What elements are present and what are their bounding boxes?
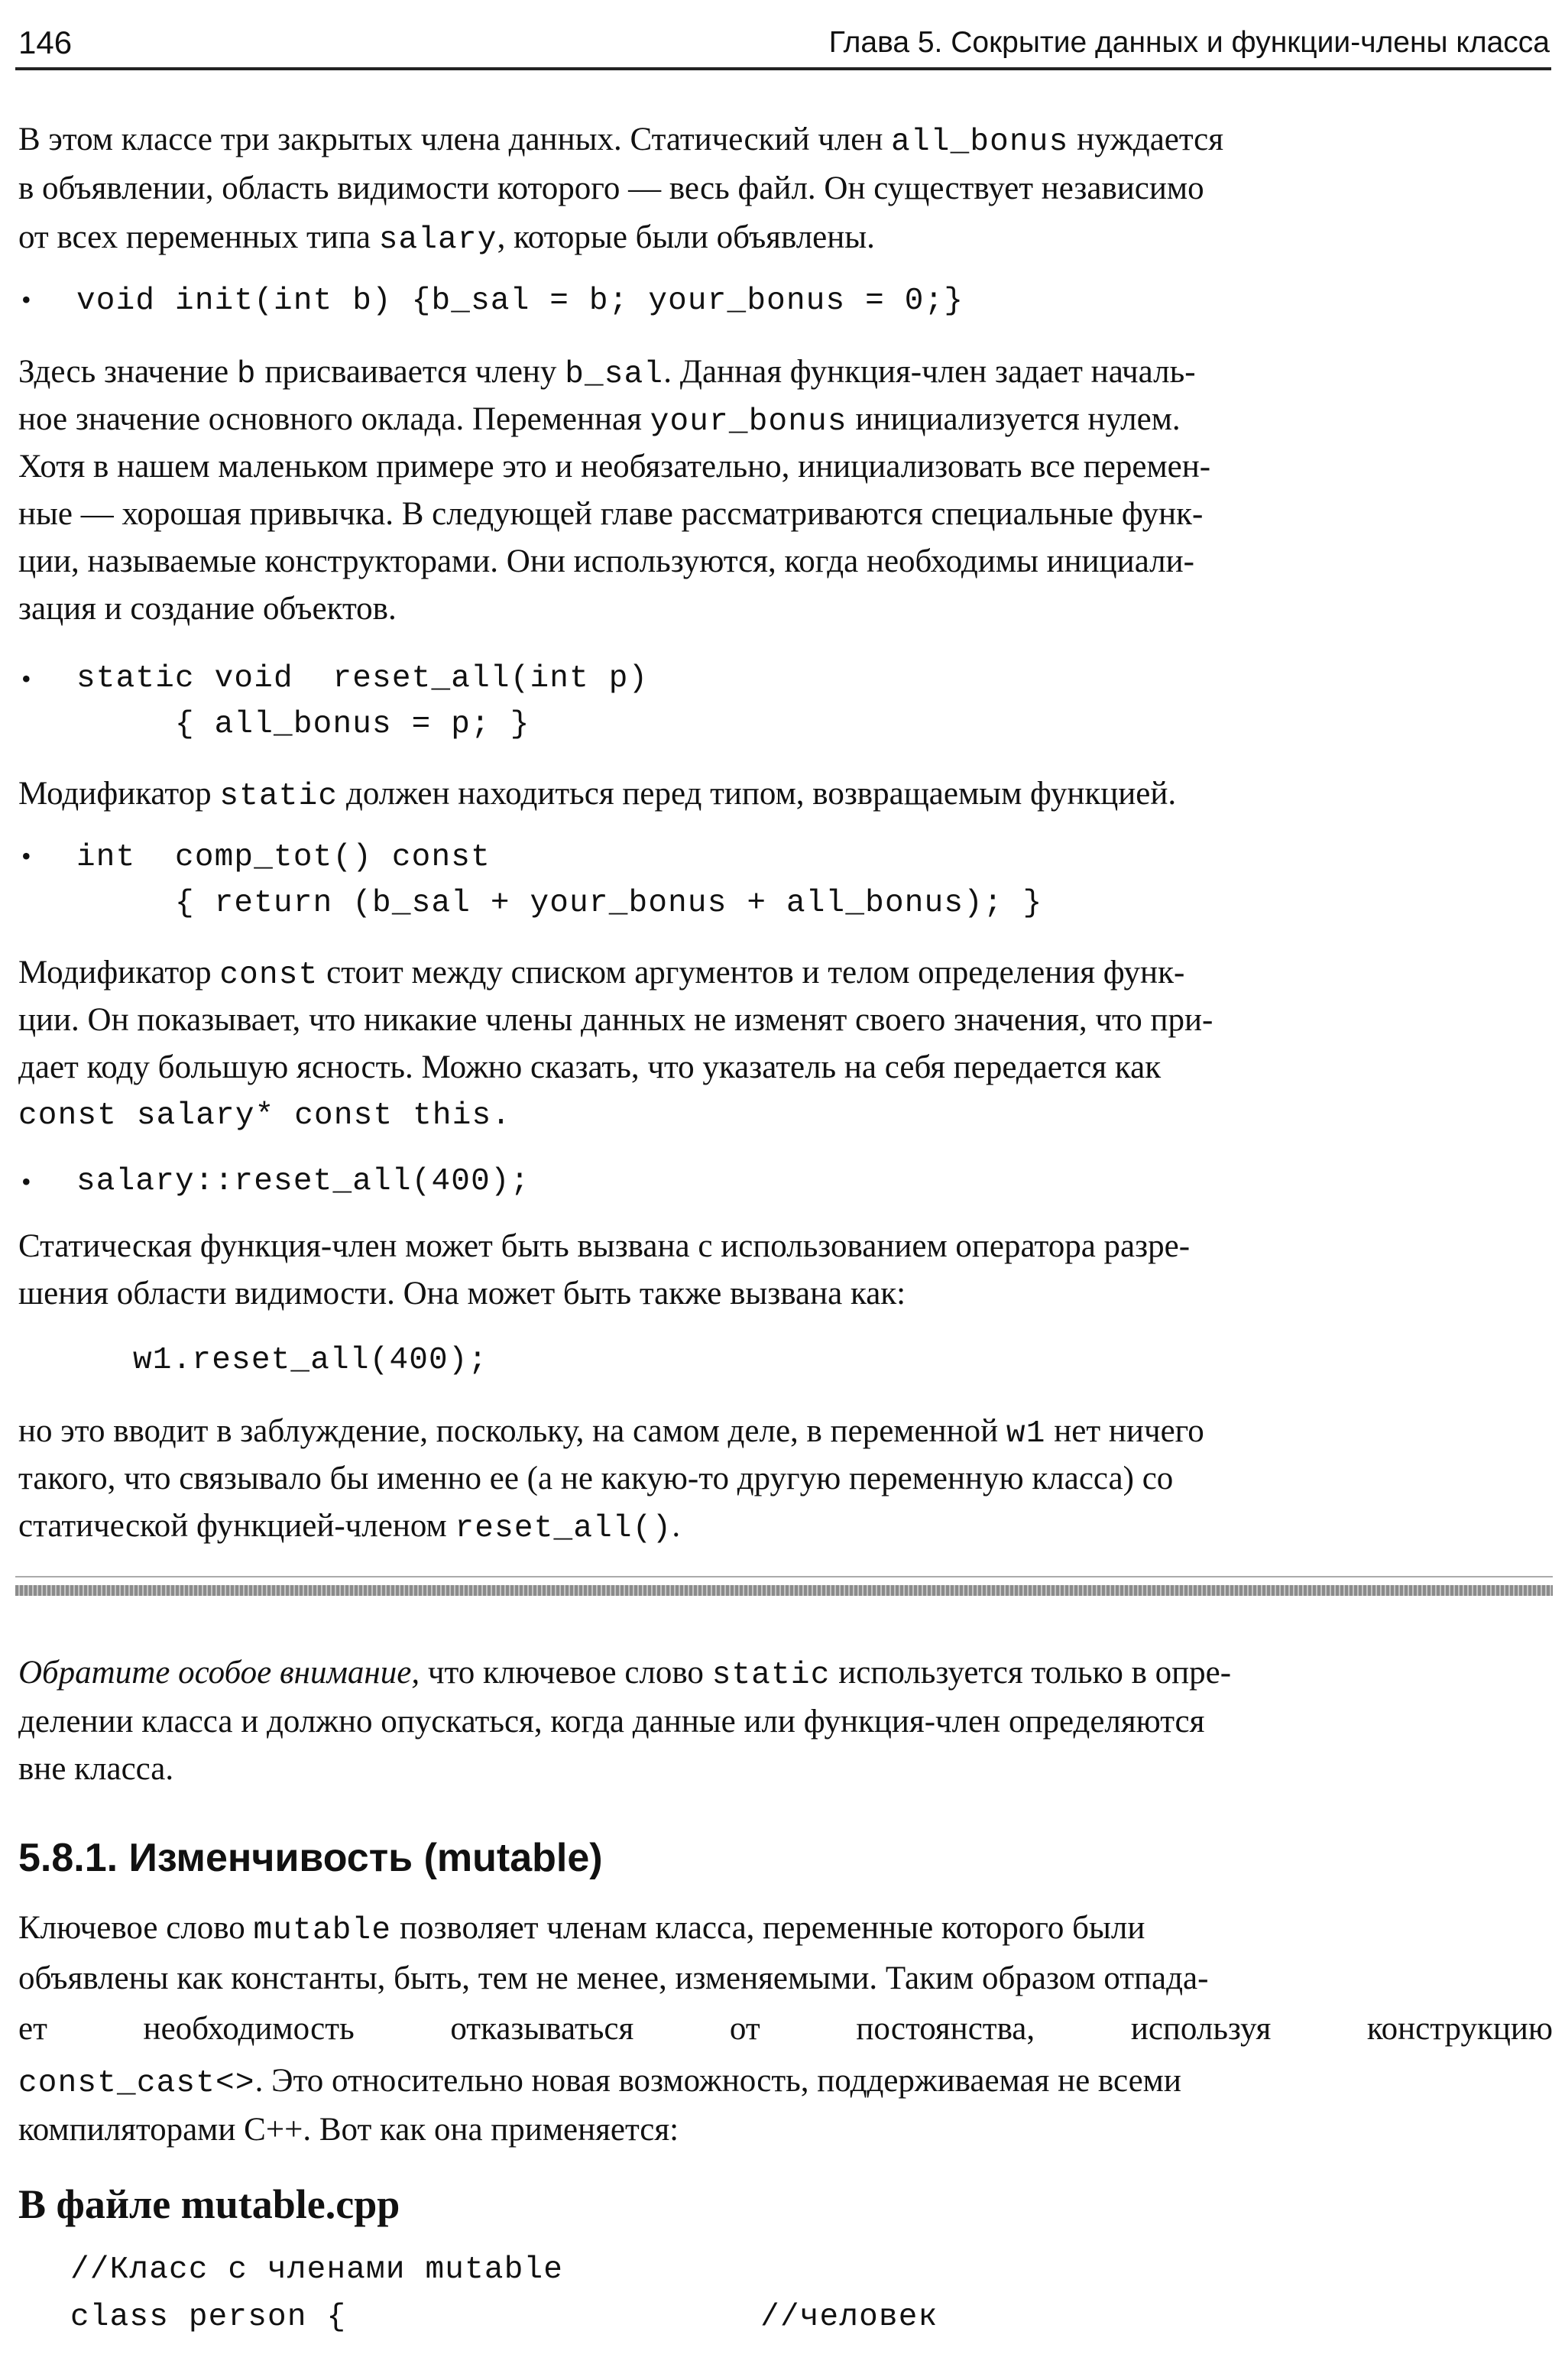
paragraph-line: компиляторами C++. Вот как она применяется: [18,2111,679,2148]
bullet-icon: • [21,284,31,315]
paragraph-line: Модификатор const стоит между списком аргументов и телом определения функ- [18,954,1185,994]
note-line: вне класса. [18,1750,174,1787]
paragraph-line: ные — хорошая привычка. В следующей главе рассматриваются специальные функ- [18,495,1204,532]
header-rule [15,67,1551,70]
paragraph-line: объявлены как константы, быть, тем не менее, изменяемыми. Таким образом отпада- [18,1960,1209,1996]
paragraph-line: шения области видимости. Она может быть также вызвана как: [18,1275,906,1312]
note-line: Обратите особое внимание, что ключевое слово static используется только в опре- [18,1654,1232,1694]
paragraph-line: Ключевое слово mutable позволяет членам класса, переменные которого были [18,1909,1145,1949]
paragraph-line: const_cast<>. Это относительно новая возможность, поддерживаемая не всеми [18,2062,1181,2102]
bullet-icon: • [21,841,31,871]
page-number: 146 [18,26,73,61]
paragraph-line: Хотя в нашем маленьком примере это и необязательно, инициализовать все перемен- [18,448,1211,485]
paragraph-line: но это вводит в заблуждение, поскольку, на самом деле, в переменной w1 нет ничего [18,1412,1204,1452]
code-line: void init(int b) {b_sal = b; your_bonus = 0;} [76,284,964,319]
chapter-title: Глава 5. Сокрытие данных и функции-члены класса [828,26,1550,60]
paragraph-line: от всех переменных типа salary, которые были объявлены. [18,219,875,258]
paragraph-line: ет необходимость отказываться от постоянства, используя конструкцию [18,2010,1553,2047]
code-line: //Класс с членами mutable [70,2253,564,2288]
code-line: class person { //человек [70,2301,938,2336]
paragraph-line: статической функцией-членом reset_all(). [18,1507,681,1547]
paragraph-line: зация и создание объектов. [18,590,397,627]
paragraph-line: ное значение основного оклада. Переменная your_bonus инициализуется нулем. [18,400,1181,440]
section-heading: 5.8.1. Изменчивость (mutable) [18,1834,603,1880]
code-line: { return (b_sal + your_bonus + all_bonus); } [76,887,1043,922]
code-line: w1.reset_all(400); [133,1344,488,1379]
paragraph-line: ции. Он показывает, что никакие члены данных не изменят своего значения, что при- [18,1001,1213,1038]
note-line: делении класса и должно опускаться, когда данные или функция-член определяются [18,1703,1205,1740]
bullet-icon: • [21,1166,31,1197]
paragraph-line: Здесь значение b присваивается члену b_sal. Данная функция-член задает началь- [18,353,1196,393]
paragraph-line: В этом классе три закрытых члена данных. Статический член all_bonus нуждается [18,121,1224,161]
code-line: salary::reset_all(400); [76,1165,530,1200]
file-heading: В файле mutable.cpp [18,2181,400,2227]
separator-line [15,1576,1553,1577]
paragraph-line: ции, называемые конструкторами. Они используются, когда необходимы инициали- [18,543,1194,579]
code-line: { all_bonus = p; } [76,708,530,743]
paragraph-line: такого, что связывало бы именно ее (а не какую-то другую переменную класса) со [18,1460,1174,1496]
paragraph-line-code: const salary* const this. [18,1099,512,1134]
code-line: static void reset_all(int p) [76,662,649,697]
paragraph-line: дает коду большую ясность. Можно сказать, что указатель на себя передается как [18,1049,1162,1085]
separator-band [15,1585,1553,1596]
paragraph-line: Модификатор static должен находиться перед типом, возвращаемым функцией. [18,775,1177,815]
bullet-icon: • [21,663,31,694]
code-line: int comp_tot() const [76,841,491,876]
paragraph-line: Статическая функция-член может быть вызвана с использованием оператора разре- [18,1227,1191,1264]
paragraph-line: в объявлении, область видимости которого — весь файл. Он существует независимо [18,170,1204,206]
